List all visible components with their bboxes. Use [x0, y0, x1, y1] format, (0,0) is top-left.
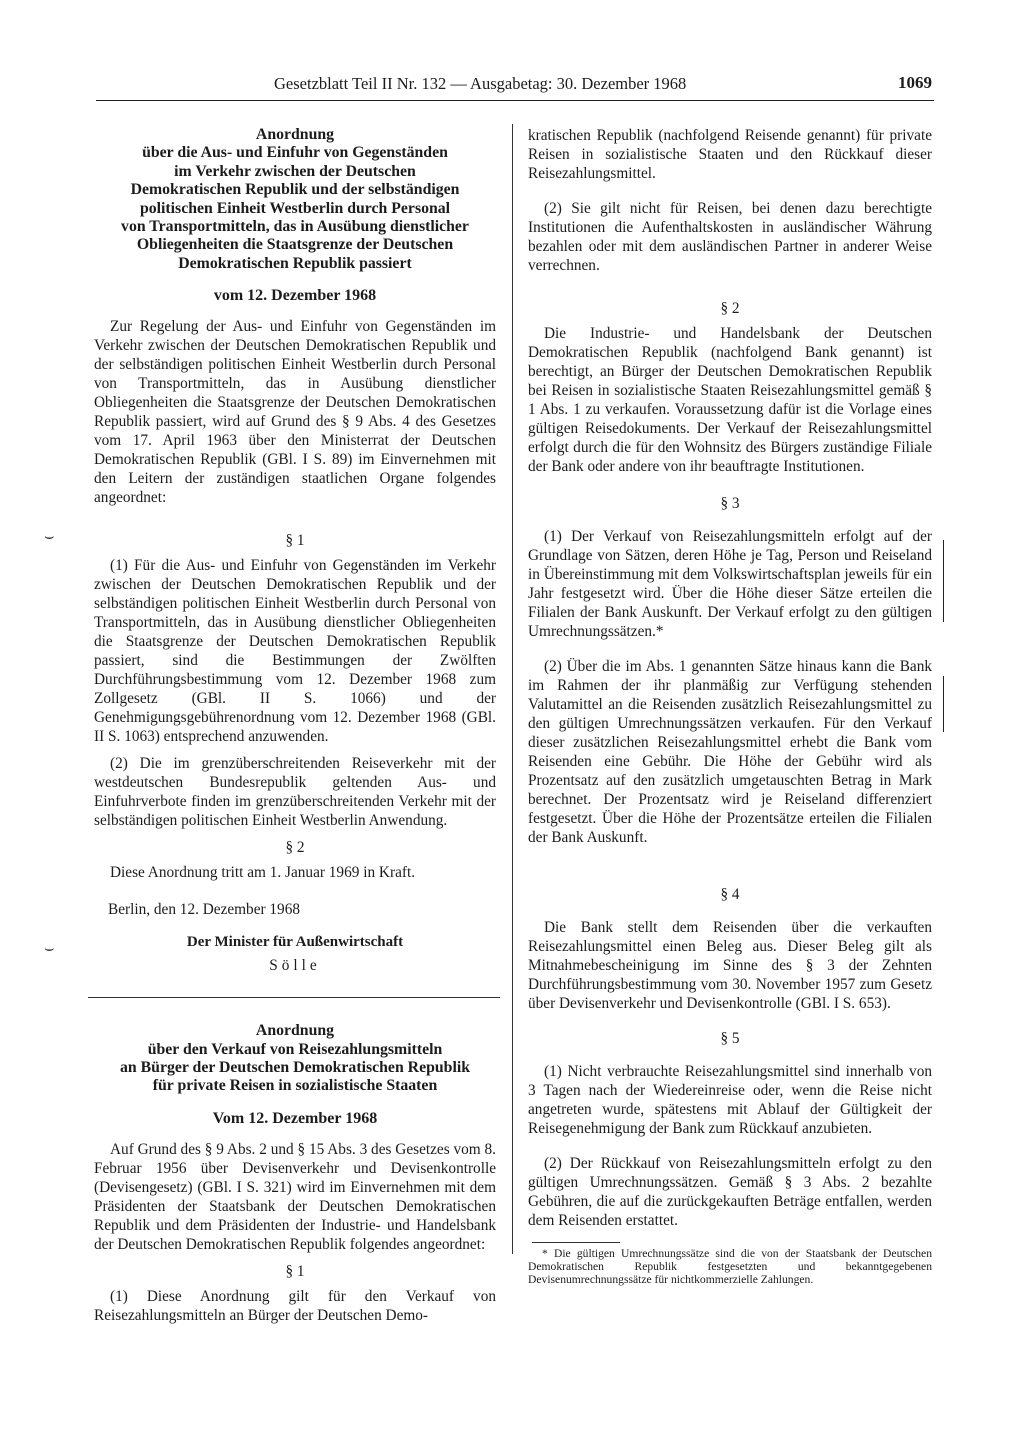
doc2-section-3-para-1: (1) Der Verkauf von Reisezahlungsmitteln erfolgt auf der Grundlage von Sätzen, deren Höhe je Tag, Person und Reiseland in Übereinstimmung mit dem Volkswirtschaftsplan jeweils für ein Jahr festgesetzt wird. Über die Höhe dieser Sätze erteilen die Filialen der Bank Auskunft. Der Verkauf erfolgt zu den gültigen Umrechnungssätzen.* [528, 528, 932, 640]
doc1-signer-office: Der Minister für Außenwirtschaft [186, 934, 404, 951]
doc2-title-line: Anordnung [255, 1022, 335, 1040]
doc2-section-5-para-2: (2) Der Rückkauf von Reisezahlungsmitteln erfolgt zu den gültigen Umrechnungssätzen. Gemäß § 3 Abs. 2 bezahlte Gebühren, die auf die zurückgekauften Beträge entfallen, werden dem Reisenden erstattet. [528, 1155, 932, 1229]
doc1-title-line: politischen Einheit Westberlin durch Personal [139, 199, 451, 217]
column-separator [512, 124, 513, 1254]
doc1-section-1-para-2: (2) Die im grenzüberschreitenden Reiseverkehr mit der westdeutschen Bundesrepublik geltenden Aus- und Einfuhrverbote finden im grenzüberschreitenden Verkehr mit der selbständigen politischen Einheit Westberlin Anwendung. [94, 755, 496, 830]
doc2-section-3-para-2: (2) Über die im Abs. 1 genannten Sätze hinaus kann die Bank im Rahmen der ihr planmäßig zur Verfügung stehenden Valutamittel an die Reisenden zusätzlich Reisezahlungsmittel zu den gültigen Umrechnungssätzen verkaufen. Für den Verkauf dieser zusätzlichen Reisezahlungsmittel erhebt die Bank vom Reisenden eine Gebühr. Die Höhe der Gebühr wird als Prozentsatz auf den zusätzlich umgetauschten Betrag in Mark berechnet. Der Prozentsatz wird je Reiseland differenziert festgesetzt. Über die Höhe der Prozentsätze erteilen die Filialen der Bank Auskunft. [528, 658, 932, 846]
doc1-title-line: über die Aus- und Einfuhr von Gegenständen [142, 144, 448, 162]
doc1-title-line: Anordnung [255, 126, 335, 143]
doc1-title [94, 126, 496, 273]
page-number: 1069 [898, 73, 932, 92]
doc2-section-1-para-2: (2) Sie gilt nicht für Reisen, bei denen dazu berechtigte Institutionen die Aufenthaltskosten in ausländischer Währung bezahlen oder mit dem ausländischen Partner in anderer Weise verrechnen. [528, 200, 932, 274]
margin-mark [943, 540, 944, 622]
doc1-title-line: Demokratischen Republik und der selbständigen [130, 181, 460, 199]
footnote: * Die gültigen Umrechnungssätze sind die von der Staatsbank der Deutschen Demokratischen Republik festgesetzten und bekanntgegebenen Devisenumrechnungssätze für nichtkommerzielle Zahlungen. [528, 1247, 932, 1286]
doc2-section-1-heading: § 1 [285, 1262, 305, 1280]
doc1-title-line: im Verkehr zwischen der Deutschen [174, 162, 416, 180]
doc1-section-1-para-1: (1) Für die Aus- und Einfuhr von Gegenständen im Verkehr zwischen der Deutschen Demokratischen Republik und der selbständigen politischen Einheit Westberlin durch Personal von Transportmitteln, das in Ausübung dienstlicher Obliegenheiten die Staatsgrenze der Deutschen Demokratischen Republik passiert, sind die Bestimmungen der Zwölften Durchführungsbestimmung vom 12. Dezember 1968 zum Zollgesetz (GBl. II S. 1066) und der Genehmigungsgebührenordnung vom 12. Dezember 1968 (GBl. II S. 1063) entsprechend anzuwenden. [94, 557, 496, 746]
footnote-rule [532, 1242, 620, 1243]
margin-mark [943, 676, 944, 732]
doc2-section-5-para-1: (1) Nicht verbrauchte Reisezahlungsmittel sind innerhalb von 3 Tagen nach der Wiedereinreise oder, wenn die Reise nicht angetreten wurde, spätestens mit Ablauf der Gültigkeit der Reisegenehmigung der Bank zum Rückkauf anzubieten. [528, 1063, 932, 1137]
doc1-preamble: Zur Regelung der Aus- und Einfuhr von Gegenständen im Verkehr zwischen der Deutschen Demokratischen Republik und der selbständigen politischen Einheit Westberlin durch Personal von Transportmitteln, das in Ausübung dienstlicher Obliegenheiten die Staatsgrenze der Deutschen Demokratischen Republik passiert, wird auf Grund des § 9 Abs. 4 des Gesetzes vom 17. April 1963 über den Ministerrat der Deutschen Demokratischen Republik (GBl. I S. 89) im Einvernehmen mit den Leitern der zuständigen staatlichen Organe folgendes angeordnet: [94, 318, 496, 507]
doc1-section-1-heading: § 1 [285, 532, 305, 550]
doc2-section-4-para-1: Die Bank stellt dem Reisenden über die verkauften Reisezahlungsmittel einen Beleg aus. Dieser Beleg gilt als Mitnahmebescheinigung im Sinne des § 3 der Zehnten Durchführungsbestimmung vom 30. November 1957 zum Gesetz über Devisenverkehr und Devisenkontrolle (GBl. I S. 653). [528, 919, 932, 1012]
doc2-section-2-para-1: Die Industrie- und Handelsbank der Deutschen Demokratischen Republik (nachfolgend Bank genannt) ist berechtigt, an Bürger der Deutschen Demokratischen Republik bei Reisen in sozialistische Staaten Reisezahlungsmittel gemäß § 1 Abs. 1 zu verkaufen. Voraussetzung dafür ist die Vorlage eines gültigen Reisedokuments. Der Verkauf der Reisezahlungsmittel erfolgt durch die für den Wohnsitz des Bürgers zuständige Filiale der Bank oder andere von ihr beauftragte Institutionen. [528, 325, 932, 475]
doc2-section-1-para-1-start: (1) Diese Anordnung gilt für den Verkauf von Reisezahlungsmitteln an Bürger der Deutschen Demo- [94, 1287, 496, 1324]
doc2-title [94, 1022, 496, 1096]
doc1-date: vom 12. Dezember 1968 [213, 287, 377, 305]
doc1-signer-name: Sölle [269, 957, 321, 975]
doc2-section-3-heading: § 3 [720, 495, 740, 512]
doc2-date: Vom 12. Dezember 1968 [212, 1109, 378, 1127]
doc2-section-2-heading: § 2 [720, 300, 740, 317]
gazette-issue-title: Gesetzblatt Teil II Nr. 132 — Ausgabetag: 30. Dezember 1968 [274, 74, 687, 93]
doc1-section-2-heading: § 2 [285, 839, 305, 857]
margin-tick-mark: ⌣ [44, 528, 55, 545]
doc1-title-line: Demokratischen Republik passiert [178, 254, 412, 272]
doc2-section-4-heading: § 4 [720, 886, 740, 903]
doc1-title-line: von Transportmitteln, das in Ausübung dienstlicher [121, 218, 469, 236]
doc2-title-line: für private Reisen in sozialistische Staaten [152, 1077, 438, 1095]
doc2-preamble: Auf Grund des § 9 Abs. 2 und § 15 Abs. 3 des Gesetzes vom 8. Februar 1956 über Devisenverkehr und Devisenkontrolle (Devisengesetz) (GBl. I S. 321) wird im Einvernehmen mit dem Präsidenten der Staatsbank der Deutschen Demokratischen Republik und dem Präsidenten der Industrie- und Handelsbank der Deutschen Demokratischen Republik folgendes angeordnet: [94, 1140, 496, 1253]
doc1-place-date: Berlin, den 12. Dezember 1968 [108, 901, 301, 919]
doc2-title-line: über den Verkauf von Reisezahlungsmitteln [147, 1040, 443, 1058]
doc2-title-line: an Bürger der Deutschen Demokratischen Republik [119, 1059, 471, 1077]
doc2-section-5-heading: § 5 [720, 1030, 740, 1047]
left-column [94, 126, 496, 1325]
document-divider [88, 997, 500, 998]
right-column [528, 126, 932, 1286]
page-header [96, 74, 934, 101]
doc2-section-1-para-1-end: kratischen Republik (nachfolgend Reisende genannt) für private Reisen in sozialistische Staaten und den Rückkauf dieser Reisezahlungsmittel. [528, 127, 932, 182]
doc1-section-2-para-1: Diese Anordnung tritt am 1. Januar 1969 in Kraft. [110, 864, 416, 882]
margin-tick-mark: ⌣ [44, 940, 55, 957]
doc1-title-line: Obliegenheiten die Staatsgrenze der Deutschen [136, 236, 454, 254]
